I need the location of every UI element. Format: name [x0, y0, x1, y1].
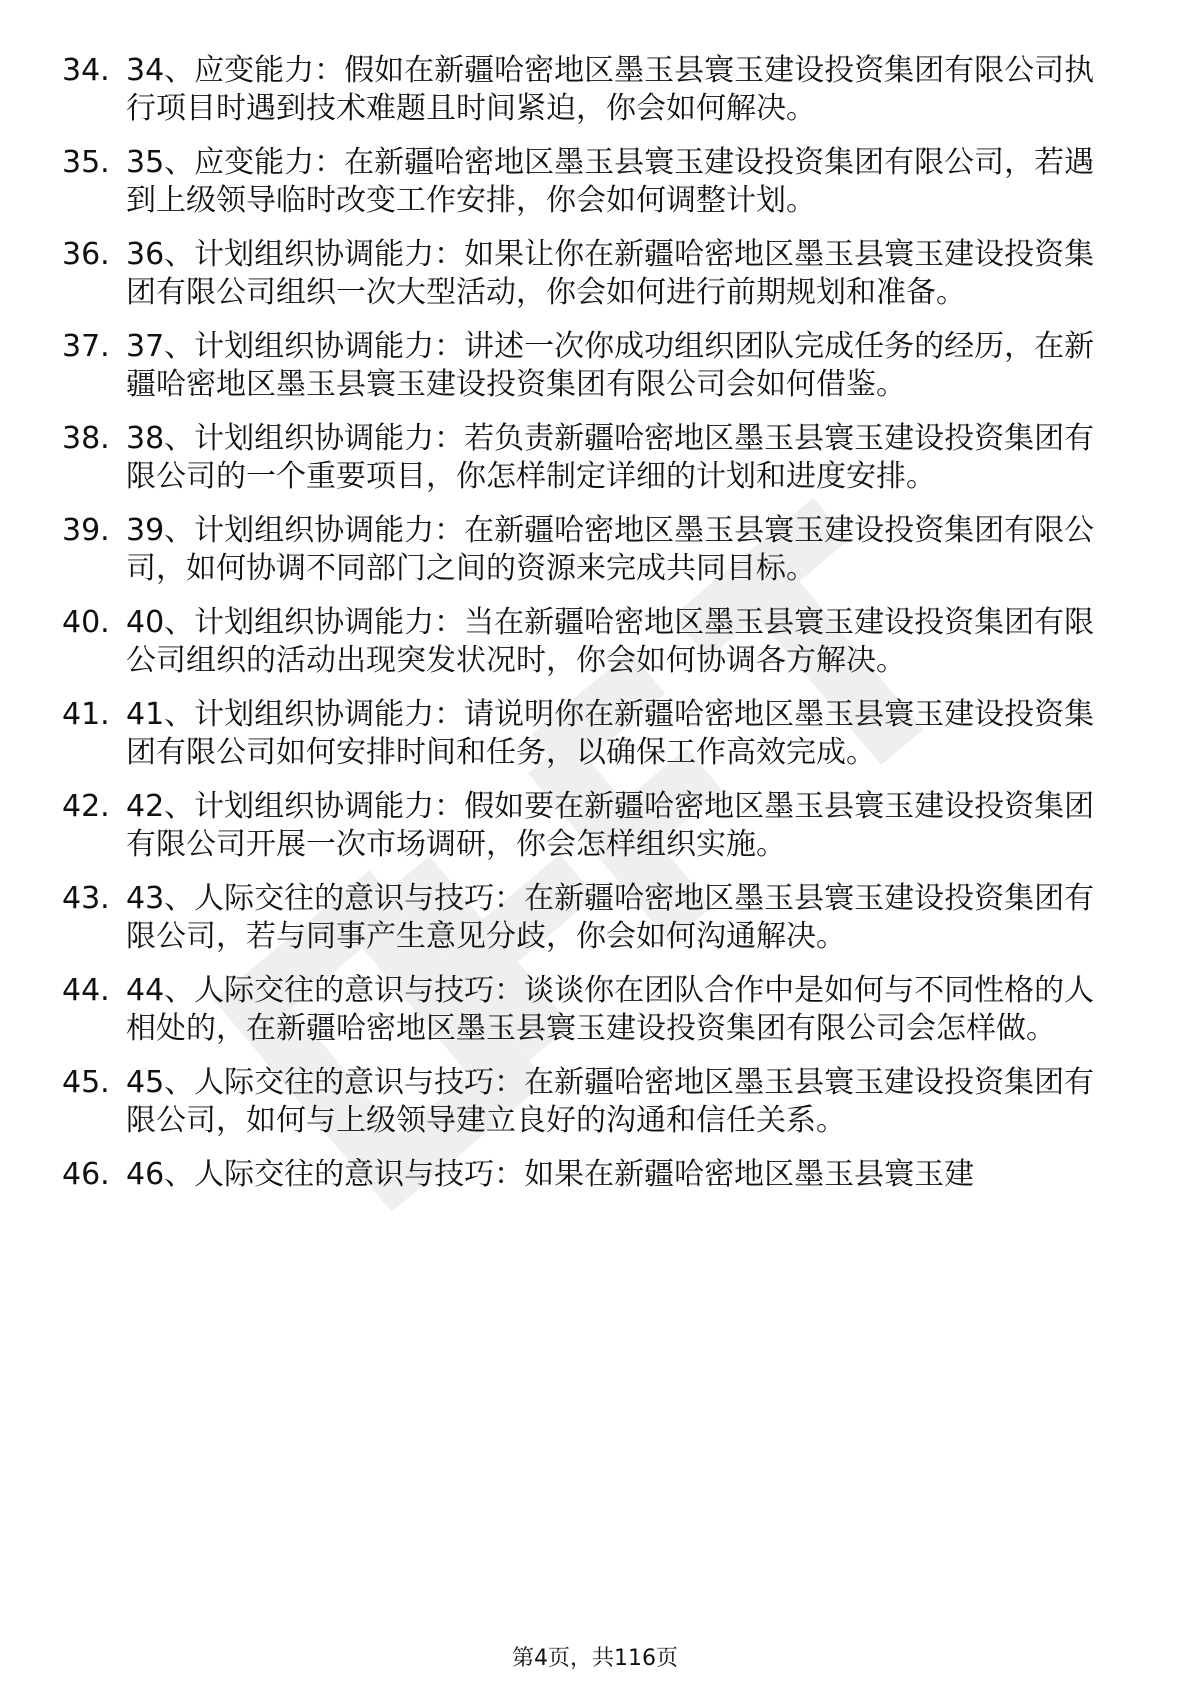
- list-item: [62, 696, 1132, 772]
- item-number: 46.: [62, 1157, 110, 1192]
- item-text: 44、人际交往的意识与技巧：谈谈你在团队合作中是如何与不同性格的人相处的，在新疆哈密地区墨玉县寰玉建设投资集团有限公司会怎样做。: [126, 973, 1095, 1046]
- list-item: [62, 604, 1132, 680]
- list-item: [62, 420, 1132, 496]
- list-item: [62, 144, 1132, 220]
- list-item: [62, 972, 1132, 1048]
- item-text: 37、计划组织协调能力：讲述一次你成功组织团队完成任务的经历，在新疆哈密地区墨玉县寰玉建设投资集团有限公司会如何借鉴。: [126, 329, 1095, 402]
- item-text: 42、计划组织协调能力：假如要在新疆哈密地区墨玉县寰玉建设投资集团有限公司开展一次市场调研，你会怎样组织实施。: [126, 789, 1095, 862]
- item-text: 36、计划组织协调能力：如果让你在新疆哈密地区墨玉县寰玉建设投资集团有限公司组织一次大型活动，你会如何进行前期规划和准备。: [126, 237, 1095, 310]
- item-number: 38.: [62, 421, 110, 456]
- list-item: [62, 788, 1132, 864]
- list-item: [62, 236, 1132, 312]
- item-text: 34、应变能力：假如在新疆哈密地区墨玉县寰玉建设投资集团有限公司执行项目时遇到技术难题且时间紧迫，你会如何解决。: [126, 53, 1095, 126]
- item-number: 44.: [62, 973, 110, 1008]
- item-number: 35.: [62, 145, 110, 180]
- list-item: [62, 512, 1132, 588]
- item-number: 37.: [62, 329, 110, 364]
- page-number-label: 第4页，共116页: [512, 1646, 678, 1671]
- item-text: 39、计划组织协调能力：在新疆哈密地区墨玉县寰玉建设投资集团有限公司，如何协调不同部门之间的资源来完成共同目标。: [126, 513, 1095, 586]
- item-number: 39.: [62, 513, 110, 548]
- item-number: 45.: [62, 1065, 110, 1100]
- list-item: [62, 880, 1132, 956]
- list-item: [62, 1156, 1132, 1194]
- item-number: 42.: [62, 789, 110, 824]
- list-item: [62, 52, 1132, 128]
- list-item: [62, 1064, 1132, 1140]
- item-text: 46、人际交往的意识与技巧：如果在新疆哈密地区墨玉县寰玉建: [126, 1157, 975, 1192]
- item-number: 41.: [62, 697, 110, 732]
- item-text: 45、人际交往的意识与技巧：在新疆哈密地区墨玉县寰玉建设投资集团有限公司，如何与上级领导建立良好的沟通和信任关系。: [126, 1065, 1095, 1138]
- item-number: 40.: [62, 605, 110, 640]
- item-text: 40、计划组织协调能力：当在新疆哈密地区墨玉县寰玉建设投资集团有限公司组织的活动出现突发状况时，你会如何协调各方解决。: [126, 605, 1095, 678]
- list-item: [62, 328, 1132, 404]
- item-number: 34.: [62, 53, 110, 88]
- item-number: 36.: [62, 237, 110, 272]
- item-number: 43.: [62, 881, 110, 916]
- item-text: 43、人际交往的意识与技巧：在新疆哈密地区墨玉县寰玉建设投资集团有限公司，若与同事产生意见分歧，你会如何沟通解决。: [126, 881, 1095, 954]
- item-text: 41、计划组织协调能力：请说明你在新疆哈密地区墨玉县寰玉建设投资集团有限公司如何安排时间和任务，以确保工作高效完成。: [126, 697, 1095, 770]
- question-list: [62, 52, 1132, 1210]
- item-text: 38、计划组织协调能力：若负责新疆哈密地区墨玉县寰玉建设投资集团有限公司的一个重要项目，你怎样制定详细的计划和进度安排。: [126, 421, 1095, 494]
- page-footer: [0, 1645, 1190, 1673]
- item-text: 35、应变能力：在新疆哈密地区墨玉县寰玉建设投资集团有限公司，若遇到上级领导临时改变工作安排，你会如何调整计划。: [126, 145, 1095, 218]
